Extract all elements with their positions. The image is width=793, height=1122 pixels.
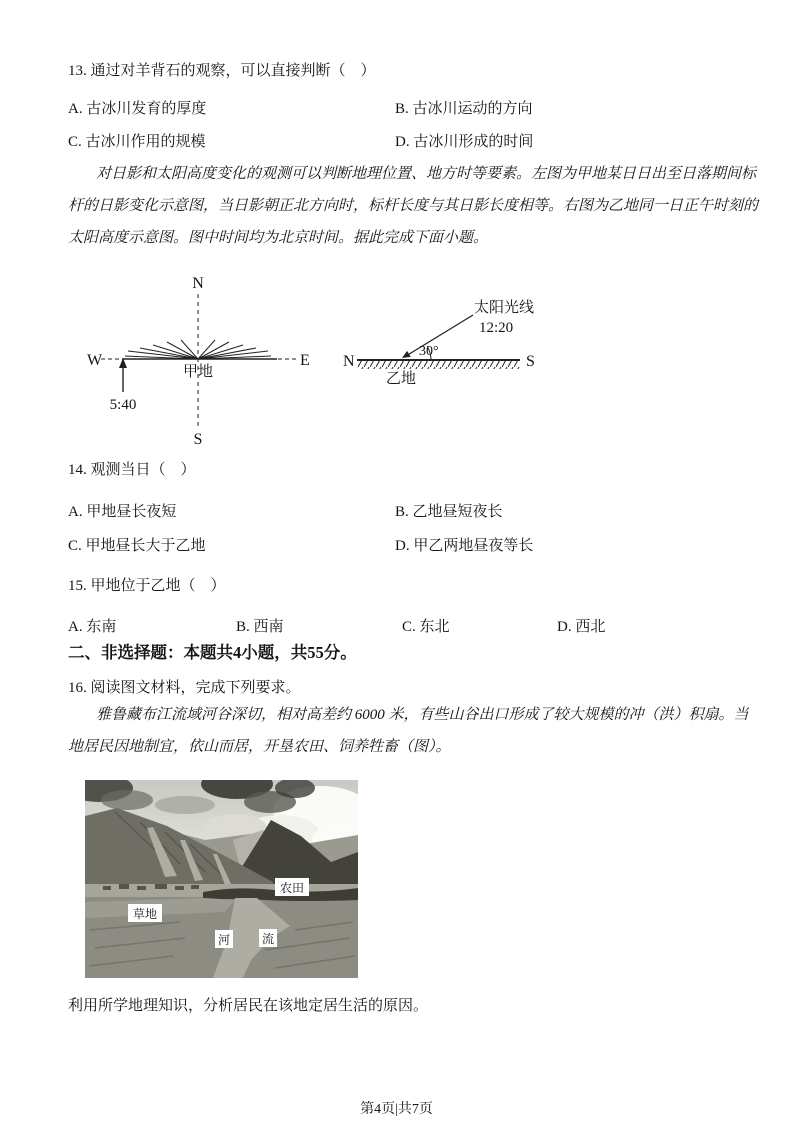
q15-option-a: A. 东南 (68, 619, 117, 635)
place-yidi-label: 乙地 (386, 371, 417, 387)
q13-option-b: B. 古冰川运动的方向 (395, 101, 533, 117)
page-footer: 第4页|共7页 (360, 1102, 433, 1117)
material1-line3: 太阳高度示意图。图中时间均为北京时间。据此完成下面小题。 (68, 230, 489, 246)
sun-altitude-diagram-yidi (340, 295, 550, 395)
q13-option-d: D. 古冰川形成的时间 (395, 134, 534, 150)
svg-text:农田: 农田 (279, 881, 305, 895)
north-label: N (343, 353, 355, 370)
material2-line1: 雅鲁藏布江流域河谷深切，相对高差约 6000 米，有些山谷出口形成了较大规模的冲（洪）积扇。当 (96, 707, 749, 723)
q14-option-b: B. 乙地昼短夜长 (395, 504, 503, 520)
north-label: N (192, 275, 204, 292)
svg-text:流: 流 (261, 932, 275, 946)
east-label: E (300, 352, 310, 369)
photo-label-grassland (128, 904, 162, 922)
q14-stem: 14. 观测当日（ ） (68, 462, 196, 478)
photo-label-river-char1 (215, 930, 233, 948)
q14-option-c: C. 甲地昼长大于乙地 (68, 538, 206, 554)
material1-line2: 杆的日影变化示意图，当日影朝正北方向时，标杆长度与其日影长度相等。右图为乙地同一日正午时刻的 (68, 198, 759, 214)
q16-stem: 16. 阅读图文材料，完成下列要求。 (68, 680, 301, 696)
ground-hatching (357, 361, 520, 369)
q15-option-c: C. 东北 (402, 619, 450, 635)
q13-stem: 13. 通过对羊背石的观察，可以直接判断（ ） (68, 63, 376, 79)
q14-option-a: A. 甲地昼长夜短 (68, 504, 177, 520)
material1-line1: 对日影和太阳高度变化的观测可以判断地理位置、地方时等要素。左图为甲地某日日出至日落期间标 (96, 166, 757, 182)
sun-ray-label: 太阳光线 (474, 300, 535, 316)
q15-stem: 15. 甲地位于乙地（ ） (68, 578, 226, 594)
sunrise-time-label: 5:40 (109, 397, 137, 413)
noon-time-label: 12:20 (479, 320, 514, 336)
material2-line2: 地居民因地制宜，依山而居，开垦农田、饲养牲畜（图）。 (68, 739, 451, 755)
q15-option-b: B. 西南 (236, 619, 284, 635)
sun-angle-label: 30° (419, 344, 439, 359)
q13-option-c: C. 古冰川作用的规模 (68, 134, 206, 150)
q14-option-d: D. 甲乙两地昼夜等长 (395, 538, 534, 554)
place-jiadi-label: 甲地 (182, 364, 214, 380)
photo-label-farmland (275, 878, 309, 896)
photo-label-river-char2 (259, 929, 277, 947)
valley-photo (85, 780, 358, 978)
q13-option-a: A. 古冰川发育的厚度 (68, 101, 207, 117)
svg-text:河: 河 (217, 933, 231, 947)
sun-ray-line (406, 315, 473, 356)
q16-task: 利用所学地理知识，分析居民在该地定居生活的原因。 (68, 998, 429, 1014)
q15-option-d: D. 西北 (557, 619, 606, 635)
west-label: W (87, 352, 103, 369)
svg-text:草地: 草地 (132, 907, 158, 921)
shadow-diagram-jiadi (85, 268, 315, 448)
south-label: S (526, 353, 535, 370)
section2-title: 二、非选择题：本题共4小题，共55分。 (68, 643, 357, 662)
south-label: S (193, 431, 203, 448)
